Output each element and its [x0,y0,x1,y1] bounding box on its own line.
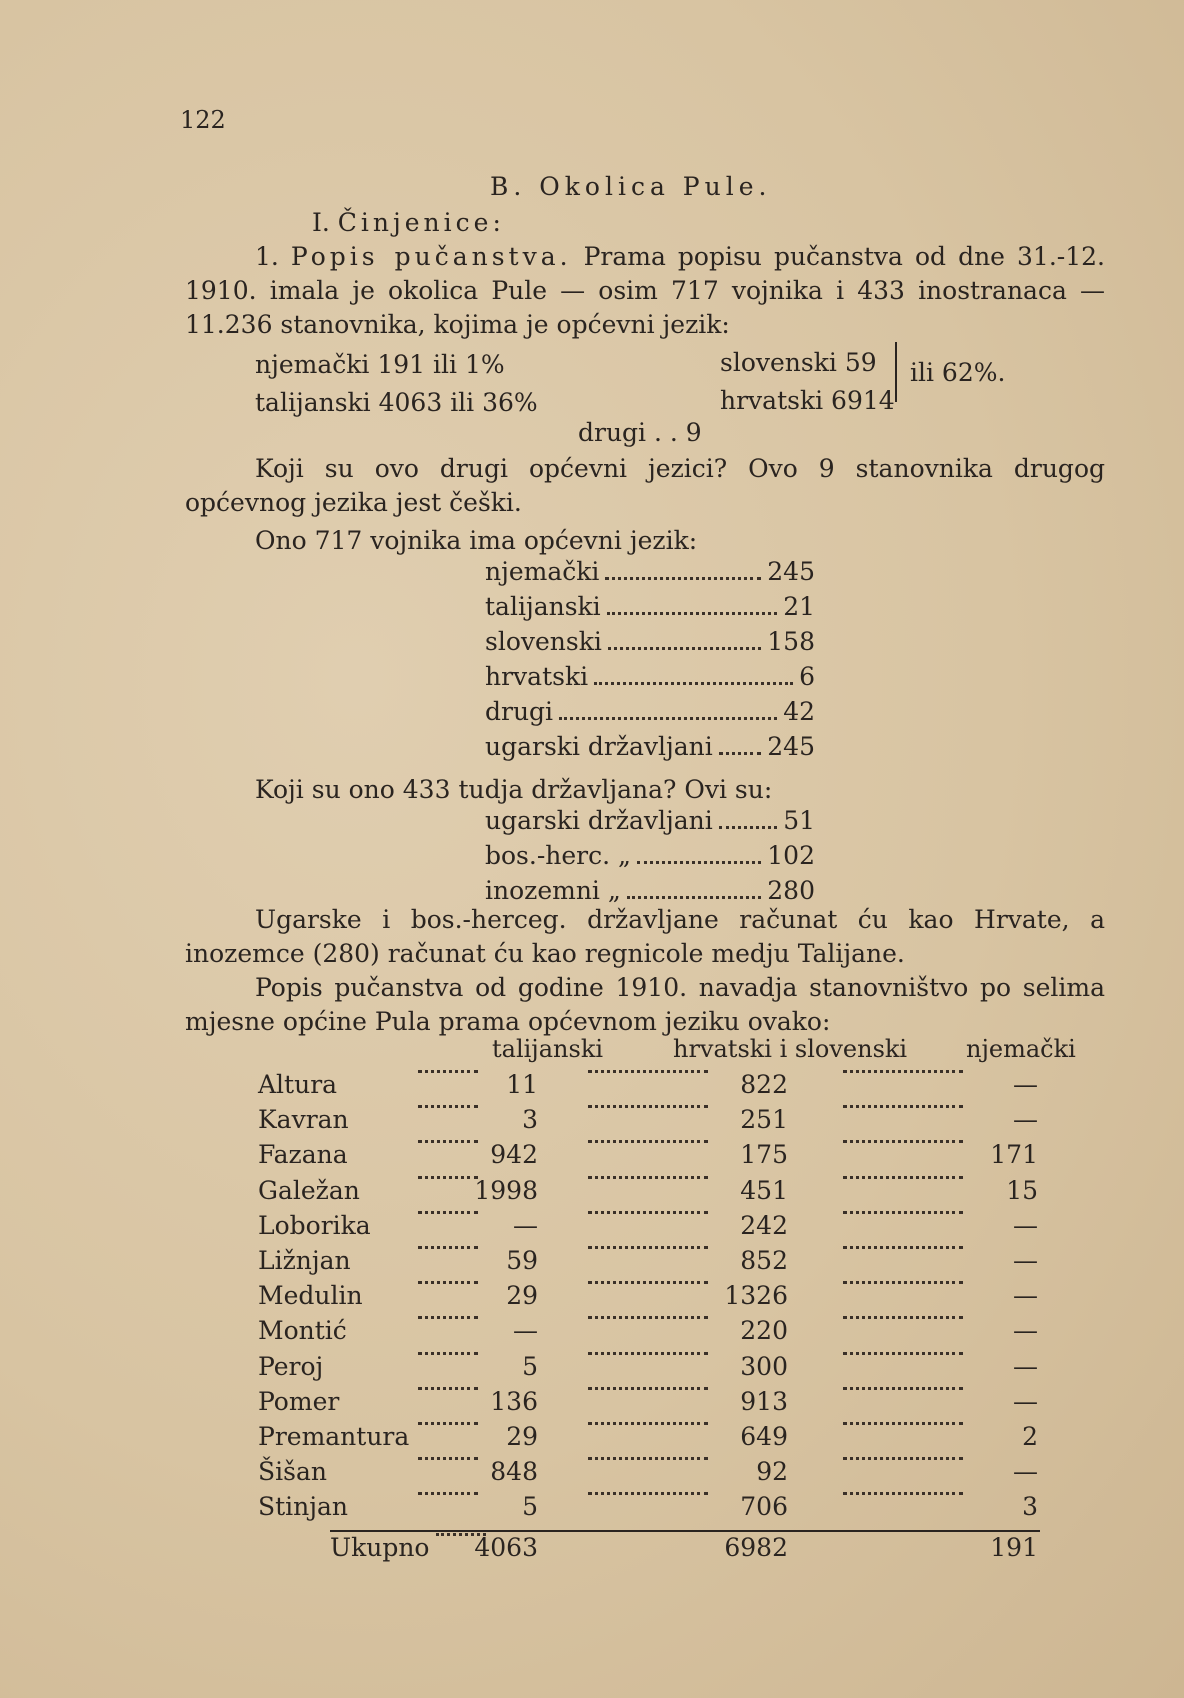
leader-dots [843,1457,963,1460]
cell-talijanski: 11 [506,1070,538,1099]
village-name: Loborika [258,1210,371,1240]
leader-dots [418,1070,478,1073]
list-item [485,662,815,697]
leader-dots [588,1176,708,1179]
list-item-value: 6 [799,662,815,691]
lang-njemacki: njemački 191 ili 1% [255,350,505,379]
cell-talijanski: 59 [506,1246,538,1275]
list-item-label: drugi [485,697,554,726]
total-row [258,1533,1038,1568]
leader-dots [843,1387,963,1390]
leader-dots [588,1457,708,1460]
lang-slovenski: slovenski 59 [720,348,877,377]
paragraph-citizens: Ugarske i bos.-herceg. državljane računat ću kao Hrvate, a inozemce (280) računat ću kao regnicole medju Talijane. [185,905,1105,968]
leader-dots [719,826,777,829]
list-item-value: 280 [767,876,815,905]
village-name: Fazana [258,1140,348,1170]
cell-talijanski: — [513,1210,538,1240]
leader-dots [418,1492,478,1495]
cell-njemacki: — [1013,1351,1038,1381]
paragraph-villages: Popis pučanstva od godine 1910. navadja stanovništvo po selima mjesne općine Pula prama općevnom jeziku ovako: [185,973,1105,1036]
cell-talijanski: 5 [522,1492,538,1522]
lang-drugi: drugi . . 9 [578,418,702,447]
leader-dots [594,682,793,685]
leader-dots [588,1492,708,1495]
leader-dots [843,1352,963,1355]
paragraph-soldiers: Ono 717 vojnika ima općevni jezik: [255,526,698,555]
cell-njemacki: — [1013,1070,1038,1099]
village-name: Pomer [258,1386,340,1416]
list-item-label: slovenski [485,627,602,656]
list-item [485,557,815,592]
leader-dots [588,1246,708,1249]
subsection-title: Činjenice: [337,208,505,237]
list-item-label: njemački [485,557,600,586]
cell-hrvatski: 913 [740,1386,788,1416]
cell-njemacki: — [1013,1386,1038,1416]
cell-hrvatski: 852 [740,1246,788,1275]
list-item [485,732,815,767]
leader-dots [588,1070,708,1073]
paragraph-census [185,240,1105,342]
cell-talijanski: 942 [490,1140,538,1170]
table-row [258,1492,1038,1527]
leader-dots [843,1281,963,1284]
village-name: Kavran [258,1105,349,1135]
table-row [258,1105,1038,1140]
leader-dots [418,1387,478,1390]
table-row [258,1281,1038,1316]
leader-dots [605,577,761,580]
cell-hrvatski: 649 [740,1422,788,1451]
header-talijanski: talijanski [492,1035,604,1063]
cell-njemacki: 171 [990,1140,1038,1170]
list-item-value: 51 [783,806,815,835]
paragraph-other-languages: Koji su ovo drugi općevni jezici? Ovo 9 stanovnika drugog općevnog jezika jest češki. [185,454,1105,517]
cell-njemacki: — [1013,1210,1038,1240]
total-talijanski: 4063 [474,1533,538,1562]
list-item-label: bos.-herc. „ [485,841,631,870]
list-item-value: 158 [767,627,815,656]
village-name: Šišan [258,1457,327,1487]
leader-dots [719,752,761,755]
cell-talijanski: 848 [490,1457,538,1487]
leader-dots [588,1352,708,1355]
subsection-number: I. [312,208,330,237]
leader-dots [843,1211,963,1214]
leader-dots [588,1105,708,1108]
leader-dots [627,896,761,899]
village-name: Altura [258,1070,338,1099]
cell-talijanski: 1998 [474,1175,538,1205]
leader-dots [418,1211,478,1214]
leader-dots [843,1246,963,1249]
table-row [258,1211,1038,1246]
cell-njemacki: — [1013,1105,1038,1135]
list-item [485,627,815,662]
list-item [485,592,815,627]
cell-hrvatski: 251 [740,1105,788,1135]
village-name: Medulin [258,1281,363,1311]
leader-dots [843,1070,963,1073]
table-row [258,1176,1038,1211]
header-njemacki: njemački [966,1035,1076,1063]
para-lead-number: 1. [255,242,279,271]
cell-njemacki: — [1013,1246,1038,1275]
cell-njemacki: 2 [1022,1422,1038,1451]
list-item-value: 245 [767,557,815,586]
leader-dots [843,1316,963,1319]
list-item [485,841,815,876]
cell-hrvatski: 220 [740,1316,788,1346]
leader-dots [418,1422,478,1425]
cell-njemacki: — [1013,1316,1038,1346]
list-item-label: talijanski [485,592,601,621]
cell-talijanski: 3 [522,1105,538,1135]
subsection-heading [312,208,505,237]
leader-dots [418,1105,478,1108]
leader-dots [843,1422,963,1425]
header-hrvatski-slovenski: hrvatski i slovenski [673,1035,908,1063]
cell-hrvatski: 706 [740,1492,788,1522]
cell-njemacki: 15 [1006,1175,1038,1205]
cell-njemacki: 3 [1022,1492,1038,1522]
leader-dots [588,1422,708,1425]
page-number: 122 [180,106,226,134]
leader-dots [418,1176,478,1179]
leader-dots [588,1140,708,1143]
leader-dots [607,612,778,615]
leader-dots [588,1387,708,1390]
table-row [258,1387,1038,1422]
village-name: Montić [258,1316,347,1346]
lang-hrvatski: hrvatski 6914 [720,386,895,415]
list-item-value: 102 [767,841,815,870]
cell-talijanski: 29 [506,1281,538,1311]
cell-hrvatski: 300 [740,1351,788,1381]
section-title: B. Okolica Pule. [490,172,772,201]
list-item [485,806,815,841]
list-item-label: ugarski državljani [485,732,713,761]
cell-hrvatski: 92 [756,1457,788,1487]
village-name: Stinjan [258,1492,349,1522]
total-njemacki: 191 [990,1533,1038,1562]
leader-dots [418,1316,478,1319]
list-item [485,697,815,732]
foreigners-list [485,806,815,911]
leader-dots [843,1176,963,1179]
leader-dots [843,1105,963,1108]
village-name: Premantura [258,1422,410,1451]
leader-dots [418,1457,478,1460]
list-item-value: 21 [783,592,815,621]
leader-dots [843,1140,963,1143]
leader-dots [843,1492,963,1495]
leader-dots [418,1140,478,1143]
soldiers-list [485,557,815,767]
brace [895,342,897,402]
leader-dots [418,1352,478,1355]
list-item-value: 42 [783,697,815,726]
total-rule [330,1530,1040,1532]
village-name: Peroj [258,1351,324,1381]
leader-dots [418,1281,478,1284]
table-row [258,1457,1038,1492]
list-item-label: ugarski državljani [485,806,713,835]
leader-dots [588,1316,708,1319]
table-row [258,1316,1038,1351]
leader-dots [637,861,761,864]
lang-talijanski: talijanski 4063 ili 36% [255,388,538,417]
paragraph-foreigners: Koji su ono 433 tudja državljana? Ovi su: [255,775,773,804]
leader-dots [608,647,761,650]
cell-njemacki: — [1013,1281,1038,1311]
para-lead: Popis pučanstva. [290,242,572,271]
leader-dots [559,717,777,720]
cell-talijanski: 5 [522,1351,538,1381]
list-item-value: 245 [767,732,815,761]
table-row [258,1246,1038,1281]
table-row [258,1422,1038,1457]
cell-talijanski: 136 [490,1386,538,1416]
cell-njemacki: — [1013,1457,1038,1487]
cell-hrvatski: 822 [740,1070,788,1099]
list-item-label: hrvatski [485,662,589,691]
cell-talijanski: — [513,1316,538,1346]
lang-ili62: ili 62%. [910,358,1006,387]
leader-dots [588,1281,708,1284]
cell-hrvatski: 1326 [724,1281,788,1311]
leader-dots [588,1211,708,1214]
cell-hrvatski: 242 [740,1210,788,1240]
total-label: Ukupno [330,1533,430,1562]
cell-hrvatski: 175 [740,1140,788,1170]
village-name: Ližnjan [258,1246,351,1275]
cell-talijanski: 29 [506,1422,538,1451]
para-text: Prama popisu pučanstva od dne 31.-12. 1910. imala je okolica Pule — osim 717 vojnika i 433 inostranaca — 11.236 stanovnika, kojima je općevni jezik: [185,242,1105,339]
table-row [258,1140,1038,1175]
cell-hrvatski: 451 [740,1175,788,1205]
village-name: Galežan [258,1175,360,1205]
leader-dots [418,1246,478,1249]
list-item-label: inozemni „ [485,876,621,905]
total-hrvatski: 6982 [724,1533,788,1562]
table-row [258,1070,1038,1105]
table-row [258,1352,1038,1387]
